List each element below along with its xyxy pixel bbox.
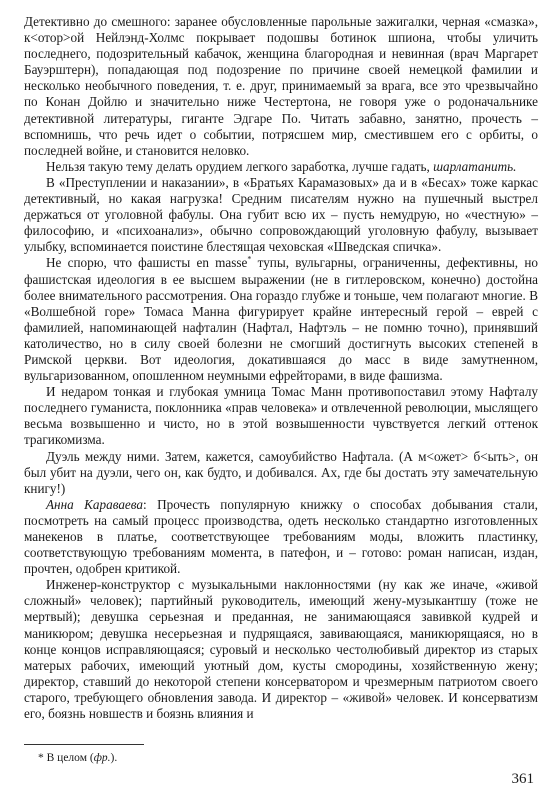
italic-text: шарлатанить. bbox=[433, 158, 517, 174]
footnote-marker: * bbox=[38, 752, 44, 764]
paragraph bbox=[24, 497, 538, 577]
footnote bbox=[38, 751, 117, 765]
text-run: : Прочесть популярную книжку о способах добывания стали, посмотреть на самый процесс производства, одеть несколько стандартно изготовленных манекенов в платье, соответствующее требованиям моды, вложить пластинку, соответствующую требованиям момента, в патефон, и – готово: роман написан, издан, прочтен, одобрен критикой. bbox=[24, 496, 538, 577]
footnote-text-italic: фр. bbox=[93, 752, 111, 764]
text-run: И недаром тонкая и глубокая умница Томас Манн противопоставил этому Нафталу последнего гуманиста, поклонника «прав человека» и отвлеченной революции, мыслящего весьма возвышенно и чисто, но в этой возвышенности чувствуется легкий оттенок трагикомизма. bbox=[24, 384, 538, 448]
italic-text: Анна Караваева bbox=[46, 496, 143, 512]
footnote-reference: * bbox=[247, 255, 252, 265]
paragraph bbox=[24, 159, 538, 175]
paragraph bbox=[24, 449, 538, 497]
page-number: 361 bbox=[511, 771, 534, 787]
main-text bbox=[24, 14, 538, 722]
text-run: В «Преступлении и наказании», в «Братьях Карамазовых» да и в «Бесах» тоже каркас детективный, но какая нагрузка! Средним писателям нужно на пушечный выстрел держаться от уголовной фабулы. Она губит всю их – пусть немудрую, но «честную» – философию, и «психоанализ», обычно сопровождающий уголовную фабулу, вызывает улыбку, вспоминается поистине блестящая чеховская «Шведская спичка». bbox=[24, 174, 538, 255]
paragraph bbox=[24, 14, 538, 159]
text-run: Дуэль между ними. Затем, кажется, самоубийство Нафтала. (А м<ожет> б<ыть>, он был убит на дуэли, чего он, как будто, и добивался. Ах, где бы достать эту замечательную книгу!) bbox=[24, 448, 538, 496]
paragraph bbox=[24, 577, 538, 722]
book-page bbox=[24, 14, 538, 786]
footnote-divider bbox=[24, 744, 144, 745]
text-run: Детективно до смешного: заранее обусловленные парольные зажигалки, черная «смазка», к<отор>ой Нейлэнд-Холмс покрывает подошвы ботинок шпиона, чтобы уличить последнего, подозрительный кабачок, женщина благородная и невинная (врач Маргарет Бауэрштерн), попадающая под подозрение по причине своей немецкой фамилии и несколько необычного поведения, т. е. друг, принимаемый за врага, все это чрезвычайно по Конан Дойлю и значительно ниже Честертона, не говоря уже о родоначальнике детективной литературы, гиганте Эдгаре По. Читать забавно, занятно, прочесть – вспомнишь, что речь идет о событии, потрясшем мир, сместившем его с орбиты, о последней войне, и становится неловко. bbox=[24, 14, 538, 158]
paragraph bbox=[24, 255, 538, 384]
text-run: Инженер-конструктор с музыкальными наклонностями (ну как же иначе, «живой сложный» человек); партийный руководитель, имеющий жену-музыкантшу (тоже не мертвый); девушка серьезная и преданная, не занимающаяся завивкой кудрей и маникюром; девушка несерьезная и пудрящаяся, завивающаяся, маникюрящаяся, но в конце концов исправляющаяся; суровый и несколько честолюбивый директор из старых матерых рабочих, имеющий уютный дом, кусты смородины, хозяйственную жену; директор, ставший до некоторой степени консерватором и чрезмерным патриотом своего старого, требующего обновления завода. И директор – «живой» человек. И консерватизм его, боязнь новшеств и боязнь влияния и bbox=[24, 577, 538, 722]
text-run: тупы, вульгарны, ограниченны, дефективны, но фашистская идеология в ее высшем выражении (не в гитлеровском, конечно) достойна более внимательного рассмотрения. Она гораздо глубже и тоньше, чем полагают многие. В «Волшебной горе» Томаса Манна фигурирует крайне интересный герой – еврей с фамилией, напоминающей нафталин (Нафтал, Нафтэль – не помню точно), принявший католичество, но в силу своей болезни не смогший достигнуть высоких степеней в Римской церкви. Вот идеология, докатившаяся до масс в виде замутненном, вульгаризованном, опошленном неумными ефрейторами, в виде фашизма. bbox=[24, 255, 538, 384]
paragraph bbox=[24, 175, 538, 255]
footnote-text-after: ). bbox=[110, 752, 118, 764]
text-run: Не спорю, что фашисты en masse bbox=[46, 255, 248, 271]
paragraph bbox=[24, 384, 538, 448]
text-run: Нельзя такую тему делать орудием легкого заработка, лучше гадать, bbox=[46, 158, 434, 174]
footnote-text-before: В целом ( bbox=[43, 752, 94, 764]
